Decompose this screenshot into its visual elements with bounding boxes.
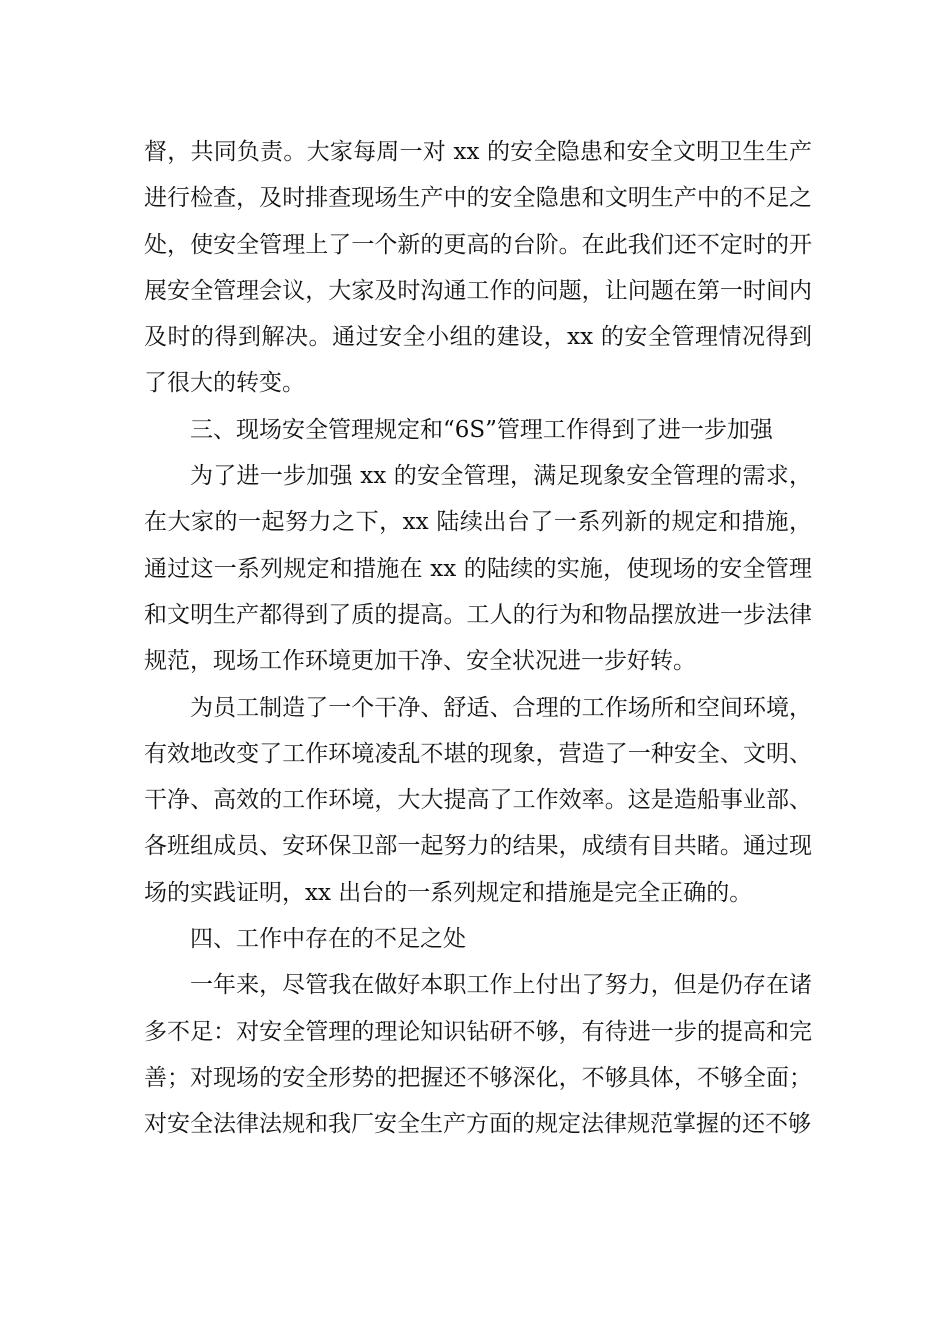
paragraph-shortcomings: 一年来，尽管我在做好本职工作上付出了努力，但是仍存在诸多不足：对安全管理的理论知识钻研不够，有待进一步的提高和完善；对现场的安全形势的把握还不够深化，不够具体，不够全面；对安全法律法规和我厂安全生产方面的规定法律规范掌握的还不够 — [144, 972, 812, 1138]
paragraph-environment: 为员工制造了一个干净、舒适、合理的工作场所和空间环境，有效地改变了工作环境凌乱不堪的现象，营造了一种安全、文明、干净、高效的工作环境，大大提高了工作效率。这是造船事业部、各班组成员、安环保卫部一起努力的结果，成绩有目共睹。通过现场的实践证明，xx 出台的一系列规定和措施是完全正确的。 — [144, 694, 812, 906]
paragraph-regulations: 为了进一步加强 xx 的安全管理，满足现象安全管理的需求，在大家的一起努力之下，xx 陆续出台了一系列新的规定和措施，通过这一系列规定和措施在 xx 的陆续的实施，使现场的安全管理和文明生产都得到了质的提高。工人的行为和物品摆放进一步法律规范，现场工作环境更加干净、安全状况进一步好转。 — [144, 463, 812, 675]
document-body — [144, 129, 812, 1148]
section-heading-3: 三、现场安全管理规定和“6S”管理工作得到了进一步加强 — [190, 416, 773, 443]
paragraph-continuation: 督，共同负责。大家每周一对 xx 的安全隐患和安全文明卫生生产进行检查，及时排查现场生产中的安全隐患和文明生产中的不足之处，使安全管理上了一个新的更高的台阶。在此我们还不定时的开展安全管理会议，大家及时沟通工作的问题，让问题在第一时间内及时的得到解决。通过安全小组的建设，xx 的安全管理情况得到了很大的转变。 — [144, 139, 812, 397]
section-heading-4: 四、工作中存在的不足之处 — [190, 926, 466, 953]
